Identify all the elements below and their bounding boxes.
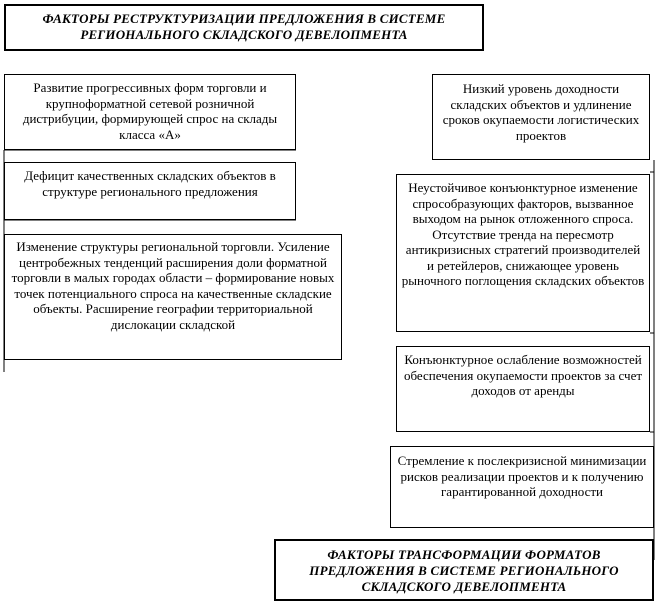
top-title-box: [4, 4, 484, 51]
left-factor-box-2: [4, 162, 296, 220]
top-title-text: ФАКТОРЫ РЕСТРУКТУРИЗАЦИИ ПРЕДЛОЖЕНИЯ В СИСТЕМЕ РЕГИОНАЛЬНОГО СКЛАДСКОГО ДЕВЕЛОПМЕНТА: [42, 11, 446, 42]
left-factor-text-2: Дефицит качественных складских объектов в структуре регионального предложения: [24, 168, 276, 199]
right-factor-text-4: Стремление к послекризисной минимизации рисков реализации проектов и к получению гарантированной доходности: [397, 453, 647, 499]
right-factor-text-3: Конъюнктурное ослабление возможностей обеспечения окупаемости проектов за счет доходов от аренды: [403, 352, 643, 398]
right-factor-box-1: [432, 74, 650, 160]
right-factor-box-2: [396, 174, 650, 332]
right-factor-text-2: Неустойчивое конъюнктурное изменение спрособразующих факторов, вызванное выходом на рынок отложенного спроса. Отсутствие тренда на пересмотр антикризисных стратегий производителей и ретейлеров, снижающее уровень рыночного поглощения складских объектов: [401, 180, 645, 288]
left-factor-text-3: Изменение структуры региональной торговли. Усиление центробежных тенденций расширения доли форматной торговли в малых городах области – формирование новых точек потенциального спроса на качественные складские объекты. Расширение географии территориальной дислокации складской: [11, 239, 335, 332]
right-factor-text-1: Низкий уровень доходности складских объектов и удлинение сроков окупаемости логистических проектов: [442, 81, 640, 143]
right-factor-box-4: [390, 446, 654, 528]
bottom-title-text: ФАКТОРЫ ТРАНСФОРМАЦИИ ФОРМАТОВ ПРЕДЛОЖЕНИЯ В СИСТЕМЕ РЕГИОНАЛЬНОГО СКЛАДСКОГО ДЕВЕЛОПМЕНТА: [309, 547, 619, 594]
left-factor-box-3: [4, 234, 342, 360]
left-factor-box-1: [4, 74, 296, 150]
right-factor-box-3: [396, 346, 650, 432]
bottom-title-box: [274, 539, 654, 601]
left-factor-text-1: Развитие прогрессивных форм торговли и крупноформатной сетевой розничной дистрибуции, формирующей спрос на склады класса «А»: [22, 80, 278, 142]
